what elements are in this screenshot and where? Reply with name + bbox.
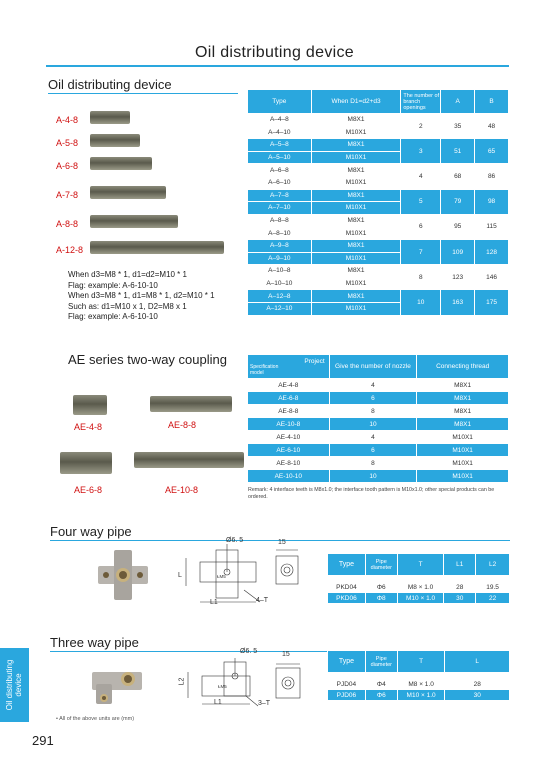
col-header: The number of branch openings — [401, 90, 441, 114]
cell-a: 109 — [441, 239, 475, 264]
cell-a: 68 — [441, 164, 475, 189]
table-row — [248, 405, 509, 418]
cell-model: AE-8-8 — [248, 405, 330, 418]
cell-branch-count: 4 — [401, 164, 441, 189]
cell-thread: M8X1 — [311, 189, 401, 202]
corner-bottom-label: Specification model — [250, 364, 279, 376]
product-label: A-12-8 — [56, 245, 84, 255]
table-cell: 19.5 — [476, 582, 510, 593]
cell-model: AE-10-10 — [248, 470, 330, 483]
table-row — [248, 379, 509, 392]
cell-a: 95 — [441, 214, 475, 239]
cell-thread: M10X1 — [311, 302, 401, 315]
note-line: When d3=M8 * 1, d1=d2=M10 * 1 — [68, 270, 187, 279]
cell-type: A–7–10 — [248, 202, 312, 215]
manifold-image-a-4-8 — [90, 111, 130, 124]
cell-type: A–7–8 — [248, 189, 312, 202]
cell-thread: M8X1 — [311, 114, 401, 127]
side-category-tab — [0, 648, 29, 722]
product-label: A-7-8 — [56, 190, 79, 200]
table-row — [328, 690, 510, 701]
product-label: A-4-8 — [56, 115, 79, 125]
table-row — [248, 214, 509, 227]
cell-thread: M10X1 — [311, 176, 401, 189]
cell-type: A–9–8 — [248, 239, 312, 252]
footnote: • All of the above units are (mm) — [56, 716, 135, 722]
cell-type: A–4–10 — [248, 126, 312, 139]
table-cell: 30 — [444, 593, 476, 604]
manifold-image-a-7-8 — [90, 186, 166, 199]
cell-thread: M8X1 — [311, 239, 401, 252]
table-row — [328, 679, 510, 690]
cell-type: A–10–8 — [248, 265, 312, 278]
table-cell: 22 — [476, 593, 510, 604]
dim-mark: ŁM5 — [218, 684, 227, 689]
cell-thread: M8X1 — [417, 405, 509, 418]
col-header: Type — [248, 90, 312, 114]
table-cell: 28 — [445, 679, 510, 690]
cell-a: 79 — [441, 189, 475, 214]
cell-b: 48 — [475, 114, 509, 139]
section-rule — [48, 93, 238, 94]
dim-thread: 3–T — [258, 700, 271, 707]
col-header: Type — [328, 554, 366, 576]
dim-width: 15 — [278, 539, 286, 546]
cell-model: AE-4-10 — [248, 431, 330, 444]
product-label: A-6-8 — [56, 161, 79, 171]
cell-nozzles: 8 — [329, 457, 417, 470]
manifold-image-a-6-8 — [90, 157, 152, 170]
dim-mark: ŁM5 — [217, 574, 226, 579]
cell-thread: M8X1 — [311, 139, 401, 152]
cell-type: A–10–10 — [248, 277, 312, 290]
table-row — [248, 431, 509, 444]
cell-model: AE-6-8 — [248, 392, 330, 405]
side-tab-line: Oil distributing — [5, 659, 14, 711]
corner-top-label: Project — [304, 358, 325, 365]
table-row — [328, 593, 510, 604]
cell-branch-count: 5 — [401, 189, 441, 214]
cell-branch-count: 3 — [401, 139, 441, 164]
cell-nozzles: 6 — [329, 392, 417, 405]
note-line: When d3=M8 * 1, d1=M8 * 1, d2=M10 * 1 — [68, 291, 215, 301]
table-row — [248, 444, 509, 457]
table-cell: M8 × 1.0 — [397, 582, 444, 593]
cell-a: 51 — [441, 139, 475, 164]
cell-b: 128 — [475, 239, 509, 264]
cell-branch-count: 8 — [401, 265, 441, 290]
cell-thread: M10X1 — [311, 202, 401, 215]
table-row — [248, 290, 509, 303]
ordering-notes — [68, 270, 215, 323]
ae-coupling-spec-table — [247, 354, 509, 483]
coupling-label: AE-8-8 — [168, 420, 197, 430]
table-cell: PJD06 — [328, 690, 366, 701]
remark: Remark: 4 interface teeth is M8x1.0; the interface tooth pattern is M10x1.0; other special products can be ordered. — [248, 487, 495, 500]
cell-thread: M10X1 — [417, 457, 509, 470]
coupling-image-ae-10-8 — [134, 452, 244, 468]
cell-type: A–12–8 — [248, 290, 312, 303]
cell-thread: M10X1 — [417, 431, 509, 444]
page-title: Oil distributing device — [195, 44, 354, 61]
cell-thread: M10X1 — [311, 126, 401, 139]
table-cell: Φ6 — [365, 690, 397, 701]
three-way-pipe-table — [327, 650, 510, 701]
cell-model: AE-8-10 — [248, 457, 330, 470]
cell-thread: M8X1 — [417, 392, 509, 405]
table-cell: 30 — [445, 690, 510, 701]
section-heading-oil-distributing: Oil distributing device — [48, 77, 172, 92]
side-tab-text — [5, 660, 23, 711]
cell-thread: M10X1 — [311, 227, 401, 240]
product-label: A-5-8 — [56, 138, 79, 148]
cell-branch-count: 6 — [401, 214, 441, 239]
cell-model: AE-4-8 — [248, 379, 330, 392]
coupling-label: AE-6-8 — [74, 485, 103, 495]
col-header: B — [475, 90, 509, 114]
cell-thread: M10X1 — [311, 151, 401, 164]
coupling-image-ae-4-8 — [73, 395, 107, 415]
cell-b: 146 — [475, 265, 509, 290]
cell-type: A–4–8 — [248, 114, 312, 127]
cell-model: AE-6-10 — [248, 444, 330, 457]
cell-nozzles: 10 — [329, 470, 417, 483]
table-cell: PKD06 — [328, 593, 366, 604]
table-row — [248, 418, 509, 431]
col-header: Give the number of nozzle — [329, 355, 417, 379]
cell-thread: M8X1 — [417, 379, 509, 392]
cell-type: A–8–8 — [248, 214, 312, 227]
cell-type: A–6–10 — [248, 176, 312, 189]
table-row — [328, 582, 510, 593]
col-header: When D1=d2+d3 — [311, 90, 401, 114]
cell-thread: M10X1 — [311, 277, 401, 290]
col-header: Connecting thread — [417, 355, 509, 379]
note-line: Flag: example: A-6-10-10 — [68, 312, 158, 322]
dim-l1: L1 — [210, 599, 218, 606]
manifold-image-a-5-8 — [90, 134, 140, 147]
section-heading-three-way: Three way pipe — [50, 635, 139, 650]
cell-nozzles: 10 — [329, 418, 417, 431]
oil-distributor-spec-table — [247, 89, 509, 316]
coupling-image-ae-6-8 — [60, 452, 112, 474]
col-header: Pipe diameter — [365, 651, 397, 673]
table-row — [248, 265, 509, 278]
table-row — [248, 457, 509, 470]
coupling-label: AE-10-8 — [165, 485, 199, 495]
cell-thread: M8X1 — [417, 418, 509, 431]
cell-type: A–12–10 — [248, 302, 312, 315]
cell-thread: M8X1 — [311, 265, 401, 278]
cell-nozzles: 4 — [329, 431, 417, 444]
table-cell: PJD04 — [328, 679, 366, 690]
table-row — [248, 239, 509, 252]
col-header: L1 — [444, 554, 476, 576]
table-cell: Φ6 — [365, 582, 397, 593]
corner-header — [248, 355, 330, 379]
table-row — [248, 392, 509, 405]
dim-thread: 4–T — [256, 597, 269, 604]
page-number: 291 — [32, 733, 54, 748]
table-cell: M8 × 1.0 — [397, 679, 445, 690]
table-cell: PKD04 — [328, 582, 366, 593]
dim-l2: L2 — [178, 677, 186, 686]
section-heading-ae-coupling: AE series two-way coupling — [68, 352, 227, 367]
col-header: T — [397, 554, 444, 576]
dim-diameter: Ø6. 5 — [226, 537, 244, 544]
table-cell: 28 — [444, 582, 476, 593]
cell-thread: M8X1 — [311, 214, 401, 227]
manifold-image-a-12-8 — [90, 241, 224, 254]
cell-nozzles: 4 — [329, 379, 417, 392]
col-header: Type — [328, 651, 366, 673]
manifold-image-a-8-8 — [90, 215, 178, 228]
table-row — [248, 189, 509, 202]
cell-type: A–5–8 — [248, 139, 312, 152]
cell-a: 123 — [441, 265, 475, 290]
dim-l1: L1 — [214, 699, 222, 706]
cell-nozzles: 6 — [329, 444, 417, 457]
cell-thread: M10X1 — [311, 252, 401, 265]
cell-type: A–8–10 — [248, 227, 312, 240]
cell-a: 163 — [441, 290, 475, 315]
four-way-pipe-drawing — [176, 538, 316, 618]
cell-thread: M8X1 — [311, 290, 401, 303]
section-heading-four-way: Four way pipe — [50, 524, 132, 539]
three-way-pipe-drawing — [176, 652, 316, 712]
cell-branch-count: 10 — [401, 290, 441, 315]
note-line: Flag: example: A-6-10-10 — [68, 280, 158, 290]
cell-nozzles: 8 — [329, 405, 417, 418]
title-rule — [46, 65, 509, 67]
table-row — [248, 470, 509, 483]
product-label: A-8-8 — [56, 219, 79, 229]
table-row — [248, 164, 509, 177]
cell-b: 115 — [475, 214, 509, 239]
cell-thread: M8X1 — [311, 164, 401, 177]
cell-type: A–9–10 — [248, 252, 312, 265]
cell-thread: M10X1 — [417, 470, 509, 483]
side-tab-line: device — [14, 673, 23, 697]
cell-branch-count: 7 — [401, 239, 441, 264]
table-cell: Φ8 — [365, 593, 397, 604]
table-cell: Φ4 — [365, 679, 397, 690]
dim-length: L — [178, 572, 182, 579]
dim-width: 15 — [282, 651, 290, 658]
table-row — [248, 139, 509, 152]
col-header: T — [397, 651, 445, 673]
cell-b: 98 — [475, 189, 509, 214]
four-way-pipe-image — [96, 548, 150, 602]
table-cell: M10 × 1.0 — [397, 690, 445, 701]
cell-b: 65 — [475, 139, 509, 164]
cell-thread: M10X1 — [417, 444, 509, 457]
col-header: Pipe diameter — [365, 554, 397, 576]
dim-diameter: Ø6. 5 — [240, 648, 258, 655]
coupling-image-ae-8-8 — [150, 396, 232, 412]
table-cell: M10 × 1.0 — [397, 593, 444, 604]
cell-model: AE-10-8 — [248, 418, 330, 431]
note-line: Such as: d1=M10 x 1, D2=M8 x 1 — [68, 301, 187, 311]
cell-a: 35 — [441, 114, 475, 139]
coupling-label: AE-4-8 — [74, 422, 103, 432]
cell-b: 175 — [475, 290, 509, 315]
cell-branch-count: 2 — [401, 114, 441, 139]
cell-type: A–5–10 — [248, 151, 312, 164]
cell-type: A–6–8 — [248, 164, 312, 177]
three-way-pipe-image — [88, 658, 146, 706]
col-header: A — [441, 90, 475, 114]
col-header: L — [445, 651, 510, 673]
table-row — [248, 114, 509, 127]
col-header: L2 — [476, 554, 510, 576]
cell-b: 86 — [475, 164, 509, 189]
four-way-pipe-table — [327, 553, 510, 604]
